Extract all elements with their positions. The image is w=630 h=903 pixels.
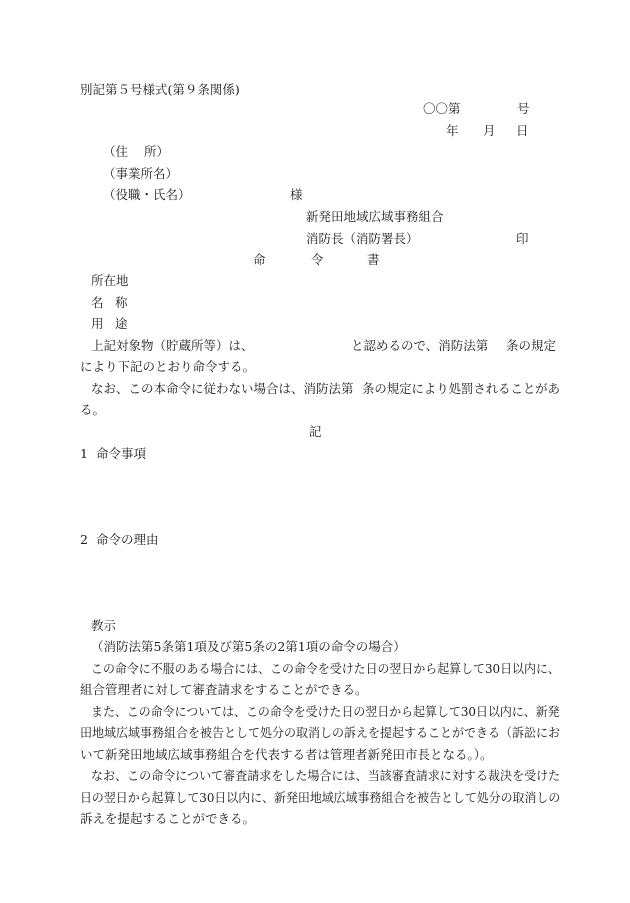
target-name-a: 名 [91,295,104,310]
notice-line-4: 田地域広域事務組合を被告として処分の取消しの訴えを提起することができる（訴訟にお [80,725,561,740]
ki-mark: 記 [309,424,322,439]
doc-title-char-2: 令 [311,252,324,267]
document-number-suffix: 号 [517,101,530,116]
body-p1-line2: により下記のとおり命令する。 [80,359,256,374]
item1-label: 命令事項 [96,446,147,461]
date-month: 月 [483,123,496,138]
title-name-label: （役職・氏名） [103,187,191,202]
notice-line-3: また、この命令については、この命令を受けた日の翌日から起算して30日以内に、新発 [91,704,560,719]
notice-line-6: なお、この命令について審査請求をした場合には、当該審査請求に対する裁決を受けた [91,768,561,783]
body-p2-line1-a: なお、この本命令に従わない場合は、消防法第 [91,381,354,396]
body-p1-line1-c: 条の規定 [506,338,557,353]
honorific: 様 [290,187,303,202]
notice-title: 教示 [91,618,117,633]
target-location-label: 所在地 [91,273,129,288]
seal-mark: 印 [516,231,529,246]
target-use-a: 用 [91,316,104,331]
item2-label: 命令の理由 [96,532,159,547]
address-open: （住 [103,144,129,159]
body-p1-line1-b: と認めるので、消防法第 [351,338,489,353]
notice-line-1: この命令に不服のある場合には、この命令を受けた日の翌日から起算して30日以内に、 [91,661,560,676]
date-day: 日 [516,123,529,138]
body-p2-line2: る。 [80,402,106,417]
doc-title-char-1: 命 [253,252,266,267]
notice-line-2: 組合管理者に対して審査請求をすることができる。 [80,682,368,697]
notice-case: （消防法第5条第1項及び第5条の2第1項の命令の場合） [91,639,406,654]
document-number-mark: 〇〇第 [423,101,461,116]
body-p1-line1-a: 上記対象物（貯蔵所等）は、 [91,338,254,353]
notice-line-7: 日の翌日から起算して30日以内に、新発田地域広域事務組合を被告として処分の取消しの [80,790,561,805]
target-use-b: 途 [115,316,128,331]
address-close: 所） [144,144,170,159]
body-p2-line1-b: 条の規定により処罰されることがあ [362,381,561,396]
notice-line-5: いて新発田地域広域事務組合を代表する者は管理者新発田市長となる。）。 [80,747,493,762]
item1-number: 1 [80,446,88,461]
item2-number: 2 [80,532,88,547]
issuer-org: 新発田地域広域事務組合 [306,209,444,224]
issuer-chief: 消防長（消防署長） [306,231,419,246]
form-label: 別記第５号様式(第９条関係) [80,82,240,97]
business-name-label: （事業所名） [103,166,179,181]
notice-line-8: 訴えを提起することができる。 [80,811,256,826]
date-year: 年 [446,123,459,138]
target-name-b: 称 [115,295,128,310]
doc-title-char-3: 書 [367,252,380,267]
